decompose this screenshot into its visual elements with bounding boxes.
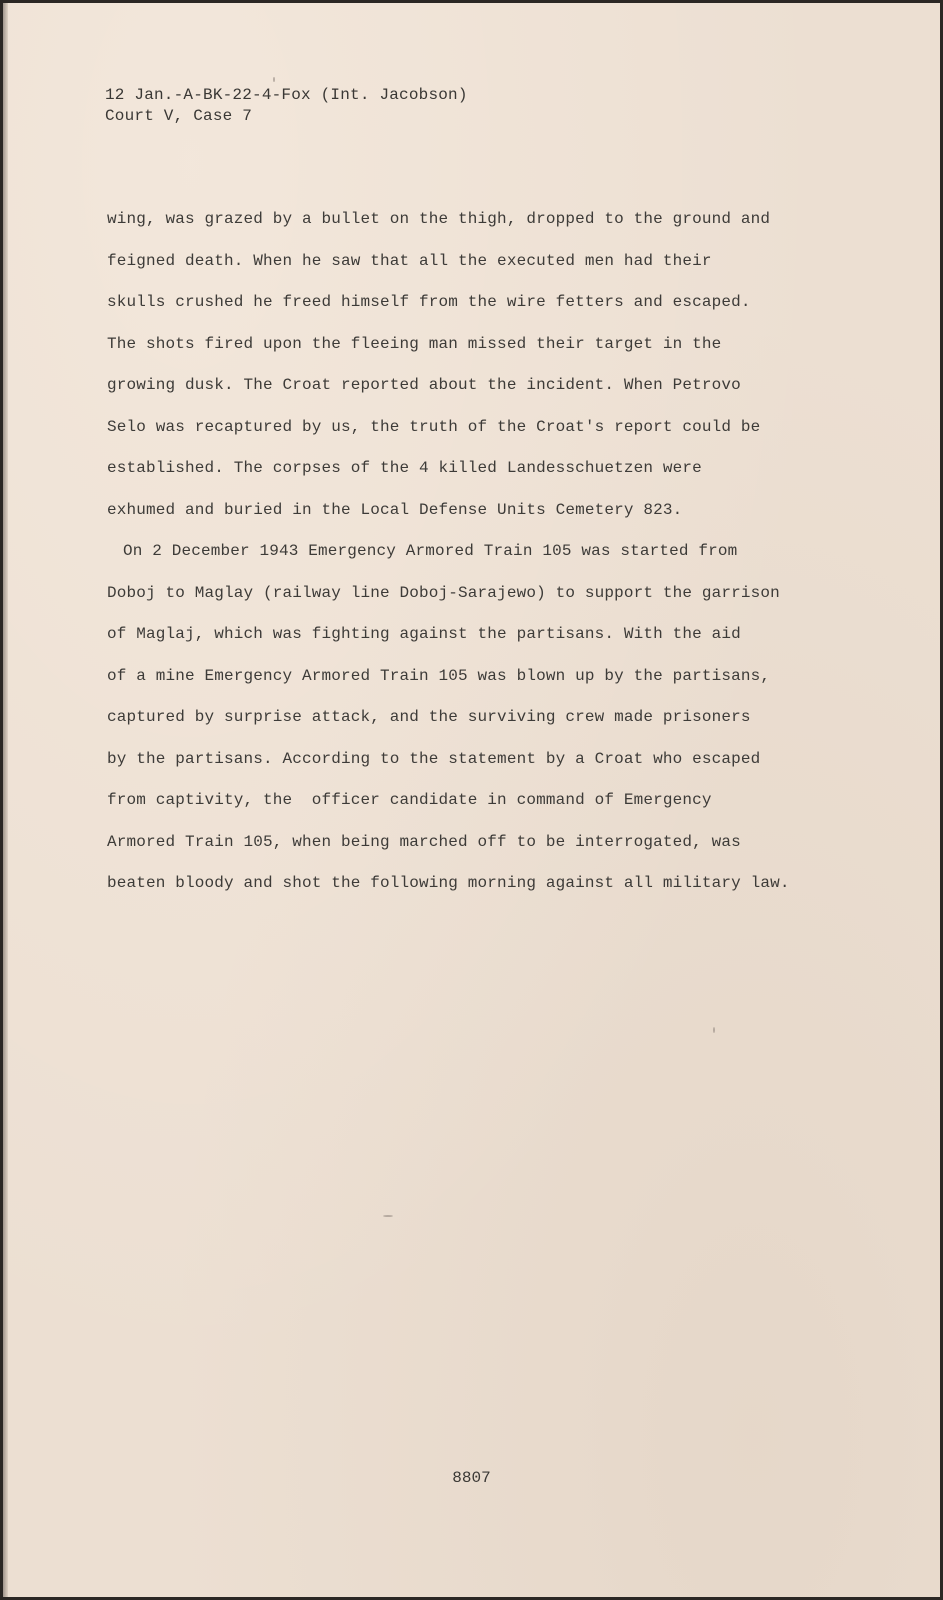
text-line: exhumed and buried in the Local Defense Units Cemetery 823. bbox=[107, 500, 683, 519]
page-number: 8807 bbox=[452, 1469, 491, 1487]
text-line: feigned death. When he saw that all the executed men had their bbox=[107, 251, 712, 270]
text-line: wing, was grazed by a bullet on the thigh, dropped to the ground and bbox=[107, 210, 771, 228]
page-edge-shadow bbox=[3, 3, 8, 1597]
text-line: of a mine Emergency Armored Train 105 was blown up by the partisans, bbox=[107, 666, 771, 685]
text-line: Armored Train 105, when being marched off to be interrogated, was bbox=[107, 832, 741, 851]
text-line: skulls crushed he freed himself from the wire fetters and escaped. bbox=[107, 293, 751, 311]
paragraph-1 bbox=[107, 199, 847, 531]
text-line: On 2 December 1943 Emergency Armored Train 105 was started from bbox=[123, 542, 738, 560]
paper-speck bbox=[273, 77, 275, 82]
text-line: Doboj to Maglay (railway line Doboj-Sarajewo) to support the garrison bbox=[107, 583, 780, 602]
text-line: Selo was recaptured by us, the truth of the Croat's report could be bbox=[107, 417, 761, 436]
paper-speck bbox=[713, 1027, 715, 1033]
document-header bbox=[105, 85, 468, 127]
paragraph-2 bbox=[107, 531, 847, 905]
text-line: captured by surprise attack, and the surviving crew made prisoners bbox=[107, 708, 751, 726]
text-line: of Maglaj, which was fighting against the partisans. With the aid bbox=[107, 625, 741, 643]
text-line: by the partisans. According to the statement by a Croat who escaped bbox=[107, 749, 761, 768]
text-line: from captivity, the officer candidate in command of Emergency bbox=[107, 791, 712, 809]
text-line: beaten bloody and shot the following morning against all military law. bbox=[107, 874, 790, 892]
text-line: established. The corpses of the 4 killed Landesschuetzen were bbox=[107, 459, 702, 477]
text-line: The shots fired upon the fleeing man missed their target in the bbox=[107, 334, 722, 353]
header-court-case: Court V, Case 7 bbox=[105, 107, 253, 125]
document-page bbox=[3, 3, 940, 1597]
paper-speck bbox=[383, 1215, 393, 1217]
document-body bbox=[107, 199, 847, 905]
text-line: growing dusk. The Croat reported about the incident. When Petrovo bbox=[107, 376, 741, 394]
header-reference: 12 Jan.-A-BK-22-4-Fox (Int. Jacobson) bbox=[105, 86, 468, 104]
